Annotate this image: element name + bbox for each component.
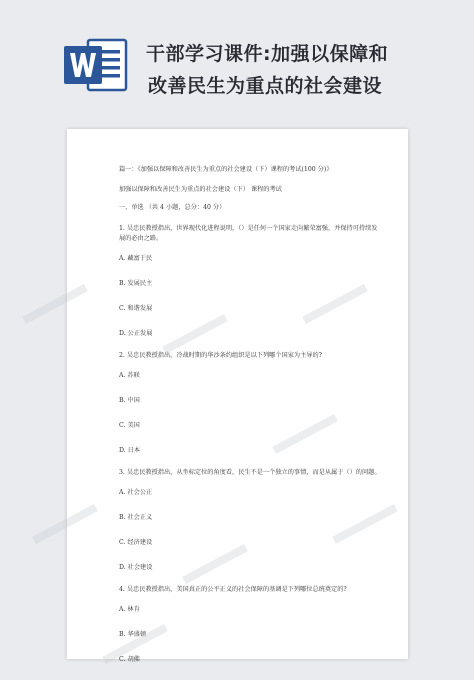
- option-3b: B. 社会正义: [119, 514, 153, 521]
- section-heading: 一、单选 （共 4 小题，总分：40 分）: [119, 204, 226, 211]
- option-2d: D. 日本: [119, 447, 141, 454]
- option-2b: B. 中国: [119, 397, 140, 404]
- title-line-2: 改善民生为重点的社会建设: [148, 75, 383, 97]
- question-4: 4. 吴忠民教授指出，美国真正的公平正义的社会保障的基调是下列哪位总统奠定的?: [119, 586, 347, 593]
- question-3: 3. 吴忠民教授指出，从坐标定位的角度看，民生不是一个独立的事情，而是从属于（）的问题。: [119, 469, 381, 476]
- option-4b: B. 华盛顿: [119, 631, 147, 638]
- option-2c: C. 美国: [119, 422, 140, 429]
- title-line-1: 干部学习课件:加强以保障和: [146, 43, 389, 65]
- option-2a: A. 苏联: [119, 372, 140, 379]
- option-3d: D. 社会建设: [119, 564, 153, 571]
- document-page: [67, 129, 408, 663]
- question-2: 2. 吴忠民教授指出，冷战时期的华沙条约组织是以下列哪个国家为主导的?: [119, 352, 322, 359]
- option-1c: C. 和谐发展: [119, 305, 153, 312]
- option-3c: C. 经济建设: [119, 539, 153, 546]
- document-title-2: 加强以保障和改善民生为重点的社会建设（下） 课程的考试: [119, 186, 282, 193]
- word-icon: [62, 34, 128, 96]
- option-1b: B. 发展民主: [119, 280, 153, 287]
- document-title-1: 篇一：《加强以保障和改善民生为重点的社会建设（下）课程的考试(100 分)》: [119, 166, 333, 173]
- header: [0, 0, 474, 120]
- document-body: [119, 165, 381, 680]
- option-4c: C. 胡佛: [119, 656, 140, 663]
- page-title: [146, 38, 466, 102]
- question-1: 1. 吴忠民教授指出，世界现代化进程说明，（）是任何一个国家走向繁荣富强，并保持可持续发展的必由之路。: [119, 225, 378, 242]
- option-1d: D. 公正发展: [119, 330, 153, 337]
- option-1a: A. 藏富于民: [119, 255, 153, 262]
- option-4a: A. 林肯: [119, 606, 140, 613]
- option-3a: A. 社会公正: [119, 489, 153, 496]
